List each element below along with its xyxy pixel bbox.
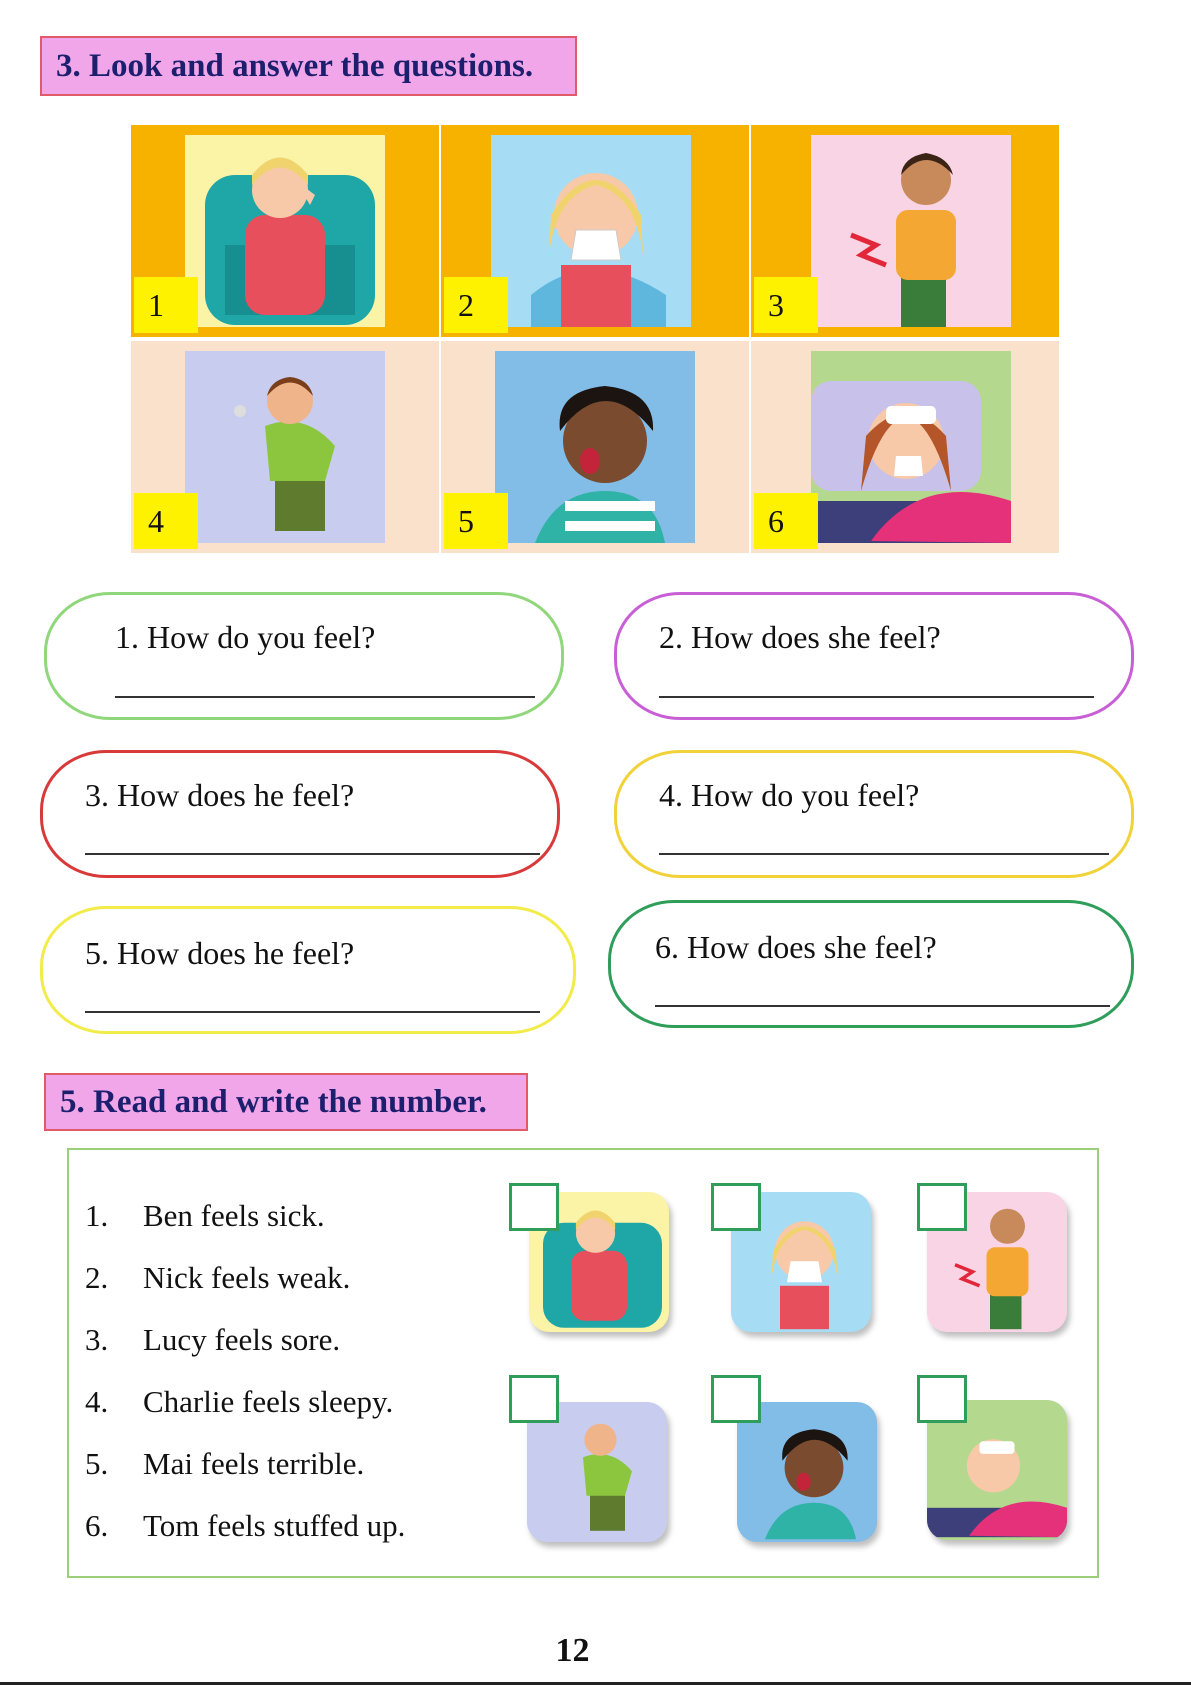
answer-line[interactable] [85, 1011, 540, 1013]
picture-number-tag: 6 [754, 493, 818, 549]
picture-cell-4 [131, 341, 439, 553]
answer-line[interactable] [85, 853, 540, 855]
answer-line[interactable] [659, 696, 1094, 698]
question-bubble-2 [614, 592, 1134, 720]
answer-box[interactable] [509, 1183, 559, 1231]
question-bubble-4 [614, 750, 1134, 878]
section-3-title-text: 3. Look and answer the questions. [56, 47, 534, 84]
section-3-title [40, 36, 577, 96]
question-text: 2. How does she feel? [659, 619, 941, 655]
question-bubble-1 [44, 592, 564, 720]
question-bubble-3 [40, 750, 560, 878]
section-5-title [44, 1073, 528, 1131]
boy-yawning-illustration [495, 351, 695, 543]
picture-cell-2 [441, 125, 749, 337]
answer-box[interactable] [917, 1375, 967, 1423]
picture-cell-5 [441, 341, 749, 553]
answer-box[interactable] [711, 1375, 761, 1423]
tired-girl-armchair-illustration [185, 135, 385, 327]
sentence-3: 3. Lucy feels sore. [85, 1322, 341, 1357]
section-5-title-text: 5. Read and write the number. [60, 1083, 487, 1120]
question-text: 1. How do you feel? [115, 619, 376, 655]
picture-number-tag: 4 [134, 493, 198, 549]
answer-box[interactable] [711, 1183, 761, 1231]
answer-line[interactable] [115, 696, 535, 698]
picture-cell-1 [131, 125, 439, 337]
boy-yawning-illustration [737, 1402, 877, 1542]
picture-number-tag: 2 [444, 277, 508, 333]
sentence-6: 6. Tom feels stuffed up. [85, 1508, 406, 1543]
question-text: 3. How does he feel? [85, 777, 355, 813]
boy-weak-exhausted-illustration [185, 351, 385, 543]
answer-line[interactable] [655, 1005, 1110, 1007]
picture-number-tag: 5 [444, 493, 508, 549]
read-and-write-box [67, 1148, 1099, 1578]
boy-weak-exhausted-illustration [527, 1402, 667, 1542]
girl-blowing-nose-illustration [491, 135, 691, 327]
picture-number-tag: 3 [754, 277, 818, 333]
question-text: 4. How do you feel? [659, 777, 920, 813]
picture-number-tag: 1 [134, 277, 198, 333]
sentence-4: 4. Charlie feels sleepy. [85, 1384, 394, 1419]
picture-grid [131, 125, 1059, 555]
sentence-2: 2. Nick feels weak. [85, 1260, 351, 1295]
sentence-1: 1. Ben feels sick. [85, 1198, 325, 1233]
question-text: 5. How does he feel? [85, 935, 355, 971]
answer-line[interactable] [659, 853, 1109, 855]
boy-sore-back-illustration [811, 135, 1011, 327]
picture-cell-3 [751, 125, 1059, 337]
question-bubble-5 [40, 906, 576, 1034]
question-bubble-6 [608, 900, 1134, 1028]
picture-cell-6 [751, 341, 1059, 553]
sentence-5: 5. Mai feels terrible. [85, 1446, 365, 1481]
sick-girl-in-bed-illustration [811, 351, 1011, 543]
question-text: 6. How does she feel? [655, 929, 937, 965]
answer-box[interactable] [509, 1375, 559, 1423]
page-number: 12 [555, 1632, 590, 1669]
answer-box[interactable] [917, 1183, 967, 1231]
